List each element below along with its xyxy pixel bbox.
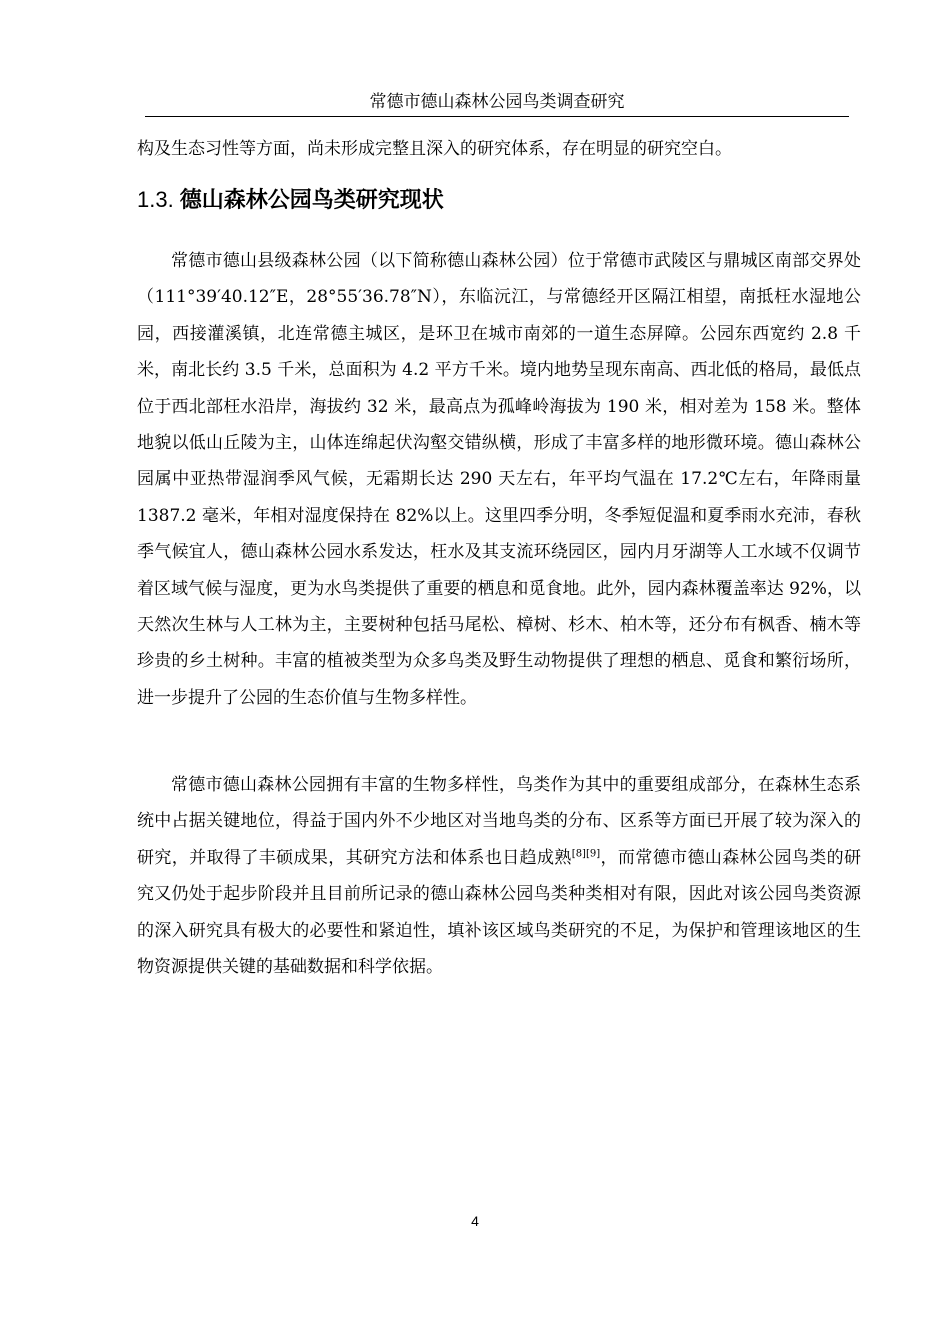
citation-reference: [8][9] [571, 848, 601, 860]
page-number: 4 [471, 1213, 479, 1229]
section-number: 1.3. [137, 187, 174, 212]
paragraph-2-text-a: 常德市德山森林公园拥有丰富的生物多样性，鸟类作为其中的重要组成部分，在森林生态系统中占据关键地位，得益于国内外不少地区对当地鸟类的分布、区系等方面已开展了较为深入的研究，并取得了丰硕成果，其研究方法和体系也日趋成熟 [137, 775, 861, 868]
body-paragraph-2 [137, 767, 861, 985]
running-header: 常德市德山森林公园鸟类调查研究 [145, 91, 849, 117]
section-heading [137, 184, 444, 217]
paragraph-2-text-b: ，而常德市德山森林公园鸟类的研究又仍处于起步阶段并且目前所记录的德山森林公园鸟类种类相对有限，因此对该公园鸟类资源的深入研究具有极大的必要性和紧迫性，填补该区域鸟类研究的不足，为保护和管理该地区的生物资源提供关键的基础数据和科学依据。 [137, 847, 862, 978]
body-paragraph-1: 常德市德山县级森林公园（以下简称德山森林公园）位于常德市武陵区与鼎城区南部交界处（111°39′40.12″E，28°55′36.78″N），东临沅江，与常德经开区隔江相望，南抵枉水湿地公园，西接灌溪镇，北连常德主城区，是环卫在城市南郊的一道生态屏障。公园东西宽约 2.8 千米，南北长约 3.5 千米，总面积为 4.2 平方千米。境内地势呈现东南高、西北低的格局，最低点位于西北部枉水沿岸，海拔约 32 米，最高点为孤峰岭海拔为 190 米，相对差为 158 米。整体地貌以低山丘陵为主，山体连绵起伏沟壑交错纵横，形成了丰富多样的地形微环境。德山森林公园属中亚热带湿润季风气候，无霜期长达 290 天左右，年平均气温在 17.2℃左右，年降雨量 1387.2 毫米，年相对湿度保持在 82%以上。这里四季分明，冬季短促温和夏季雨水充沛，春秋季气候宜人，德山森林公园水系发达，枉水及其支流环绕园区，园内月牙湖等人工水域不仅调节着区域气候与湿度，更为水鸟类提供了重要的栖息和觅食地。此外，园内森林覆盖率达 92%，以天然次生林与人工林为主，主要树种包括马尾松、樟树、杉木、柏木等，还分布有枫香、楠木等珍贵的乡土树种。丰富的植被类型为众多鸟类及野生动物提供了理想的栖息、觅食和繁衍场所，进一步提升了公园的生态价值与生物多样性。 [137, 251, 861, 708]
section-title: 德山森林公园鸟类研究现状 [179, 188, 444, 213]
continuation-paragraph: 构及生态习性等方面，尚未形成完整且深入的研究体系，存在明显的研究空白。 [137, 139, 732, 159]
